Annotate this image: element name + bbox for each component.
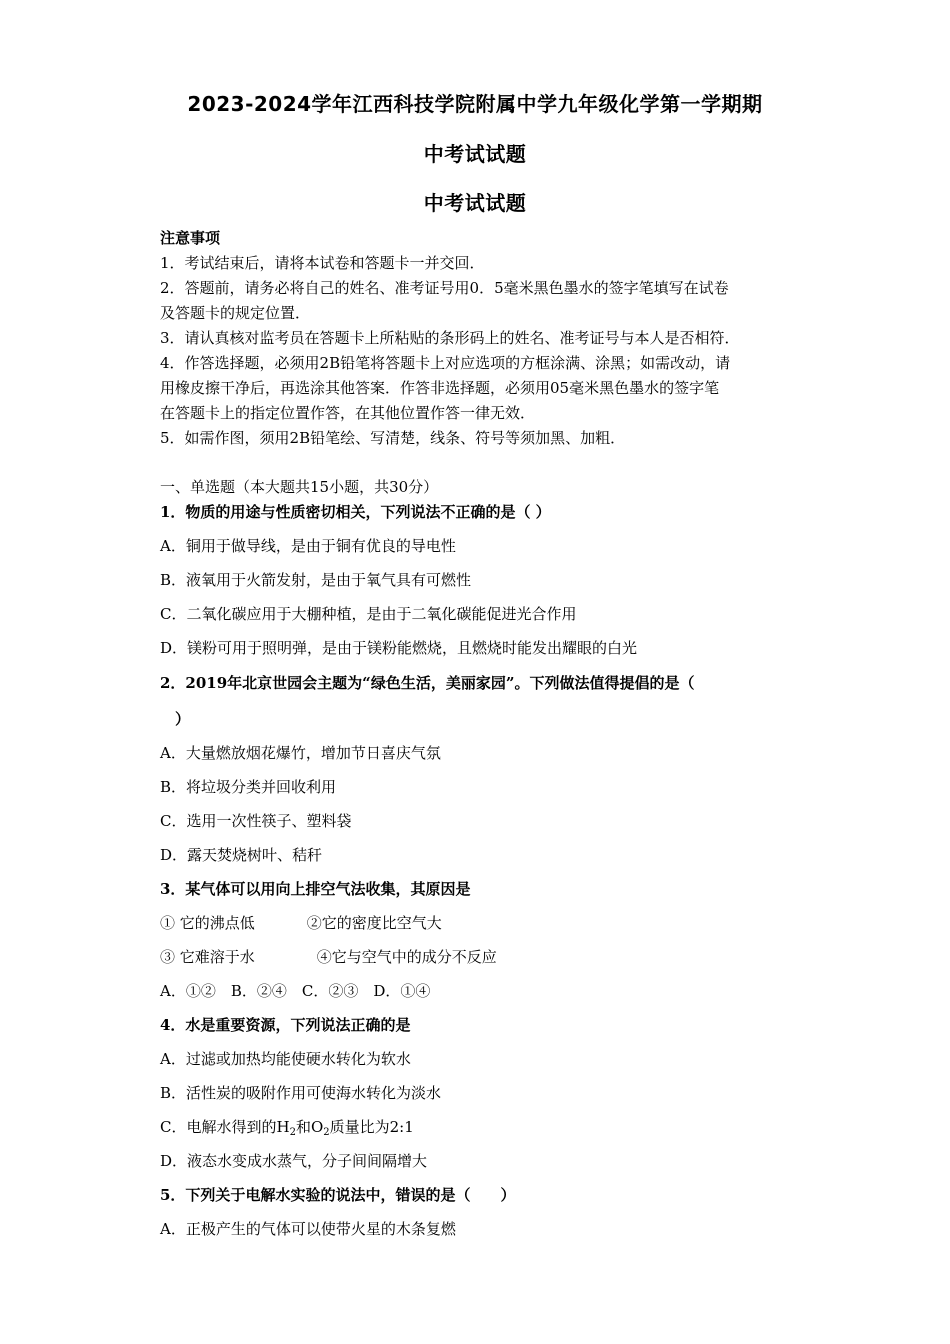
notice-item: 用橡皮擦干净后，再选涂其他答案．作答非选择题，必须用05毫米黑色墨水的签字笔 xyxy=(160,379,720,397)
subscript: 2 xyxy=(323,1127,330,1138)
question-3-statements-row-1 xyxy=(160,912,442,933)
question-2-stem: 2．2019年北京世园会主题为“绿色生活，美丽家园”。下列做法值得提倡的是（ xyxy=(160,674,695,692)
exam-title-line-1: 2023-2024学年江西科技学院附属中学九年级化学第一学期期 xyxy=(187,92,763,116)
section-heading: 一、单选题（本大题共15小题，共30分） xyxy=(160,478,439,496)
question-2-option-b: B．将垃圾分类并回收利用 xyxy=(160,778,337,796)
question-2-option-a: A．大量燃放烟花爆竹，增加节日喜庆气氛 xyxy=(160,744,441,762)
question-3-statement-2: ②它的密度比空气大 xyxy=(306,914,442,932)
notice-item: 在答题卡上的指定位置作答，在其他位置作答一律无效． xyxy=(160,404,536,422)
notice-item: 2．答题前，请务必将自己的姓名、准考证号用0．5毫米黑色墨水的签字笔填写在试卷 xyxy=(160,279,729,297)
question-1-option-b: B．液氧用于火箭发射，是由于氧气具有可燃性 xyxy=(160,571,472,589)
question-4-option-c-text: 质量比为2:1 xyxy=(329,1118,414,1136)
notice-item: 5．如需作图，须用2B铅笔绘、写清楚，线条、符号等须加黑、加粗． xyxy=(160,429,626,447)
question-4-option-a: A．过滤或加热均能使硬水转化为软水 xyxy=(160,1050,411,1068)
notice-item: 及答题卡的规定位置． xyxy=(160,304,311,322)
question-4-option-b: B．活性炭的吸附作用可使海水转化为淡水 xyxy=(160,1084,442,1102)
question-4-option-c-text: 和O xyxy=(295,1118,324,1136)
question-2-option-d: D．露天焚烧树叶、秸秆 xyxy=(160,846,323,864)
question-1-option-c: C．二氧化碳应用于大棚种植，是由于二氧化碳能促进光合作用 xyxy=(160,605,577,623)
question-1-option-d: D．镁粉可用于照明弹，是由于镁粉能燃烧，且燃烧时能发出耀眼的白光 xyxy=(160,639,638,657)
question-3-statement-1: ① 它的沸点低 xyxy=(160,914,255,932)
question-2-stem-end: ） xyxy=(175,710,191,728)
question-2-option-c: C．选用一次性筷子、塑料袋 xyxy=(160,812,352,830)
question-4-option-c-text: C．电解水得到的H xyxy=(160,1118,290,1136)
exam-title-line-2: 中考试试题 xyxy=(423,142,527,166)
notice-item: 4．作答选择题，必须用2B铅笔将答题卡上对应选项的方框涂满、涂黑；如需改动，请 xyxy=(160,354,731,372)
notice-heading: 注意事项 xyxy=(160,229,221,247)
question-3-statement-3: ③ 它难溶于水 xyxy=(160,948,255,966)
question-4-stem: 4．水是重要资源，下列说法正确的是 xyxy=(160,1016,411,1034)
question-5-option-a: A．正极产生的气体可以使带火星的木条复燃 xyxy=(160,1220,456,1238)
question-3-stem: 3．某气体可以用向上排空气法收集，其原因是 xyxy=(160,880,471,898)
question-1-stem: 1．物质的用途与性质密切相关，下列说法不正确的是（ ） xyxy=(160,503,551,521)
question-1-option-a: A．铜用于做导线，是由于铜有优良的导电性 xyxy=(160,537,456,555)
subscript: 2 xyxy=(289,1127,296,1138)
question-4-option-c xyxy=(160,1116,414,1138)
notice-item: 3．请认真核对监考员在答题卡上所粘贴的条形码上的姓名、准考证号与本人是否相符． xyxy=(160,329,740,347)
exam-title-line-3: 中考试试题 xyxy=(423,191,527,215)
question-4-option-d: D．液态水变成水蒸气，分子间间隔增大 xyxy=(160,1152,428,1170)
question-3-statements-row-2 xyxy=(160,946,497,967)
question-3-choices: A．①② B．②④ C．②③ D．①④ xyxy=(160,982,431,1000)
notice-item: 1．考试结束后，请将本试卷和答题卡一并交回． xyxy=(160,254,485,272)
question-5-stem: 5．下列关于电解水实验的说法中，错误的是（ ） xyxy=(160,1186,516,1204)
question-3-statement-4: ④它与空气中的成分不反应 xyxy=(316,948,497,966)
